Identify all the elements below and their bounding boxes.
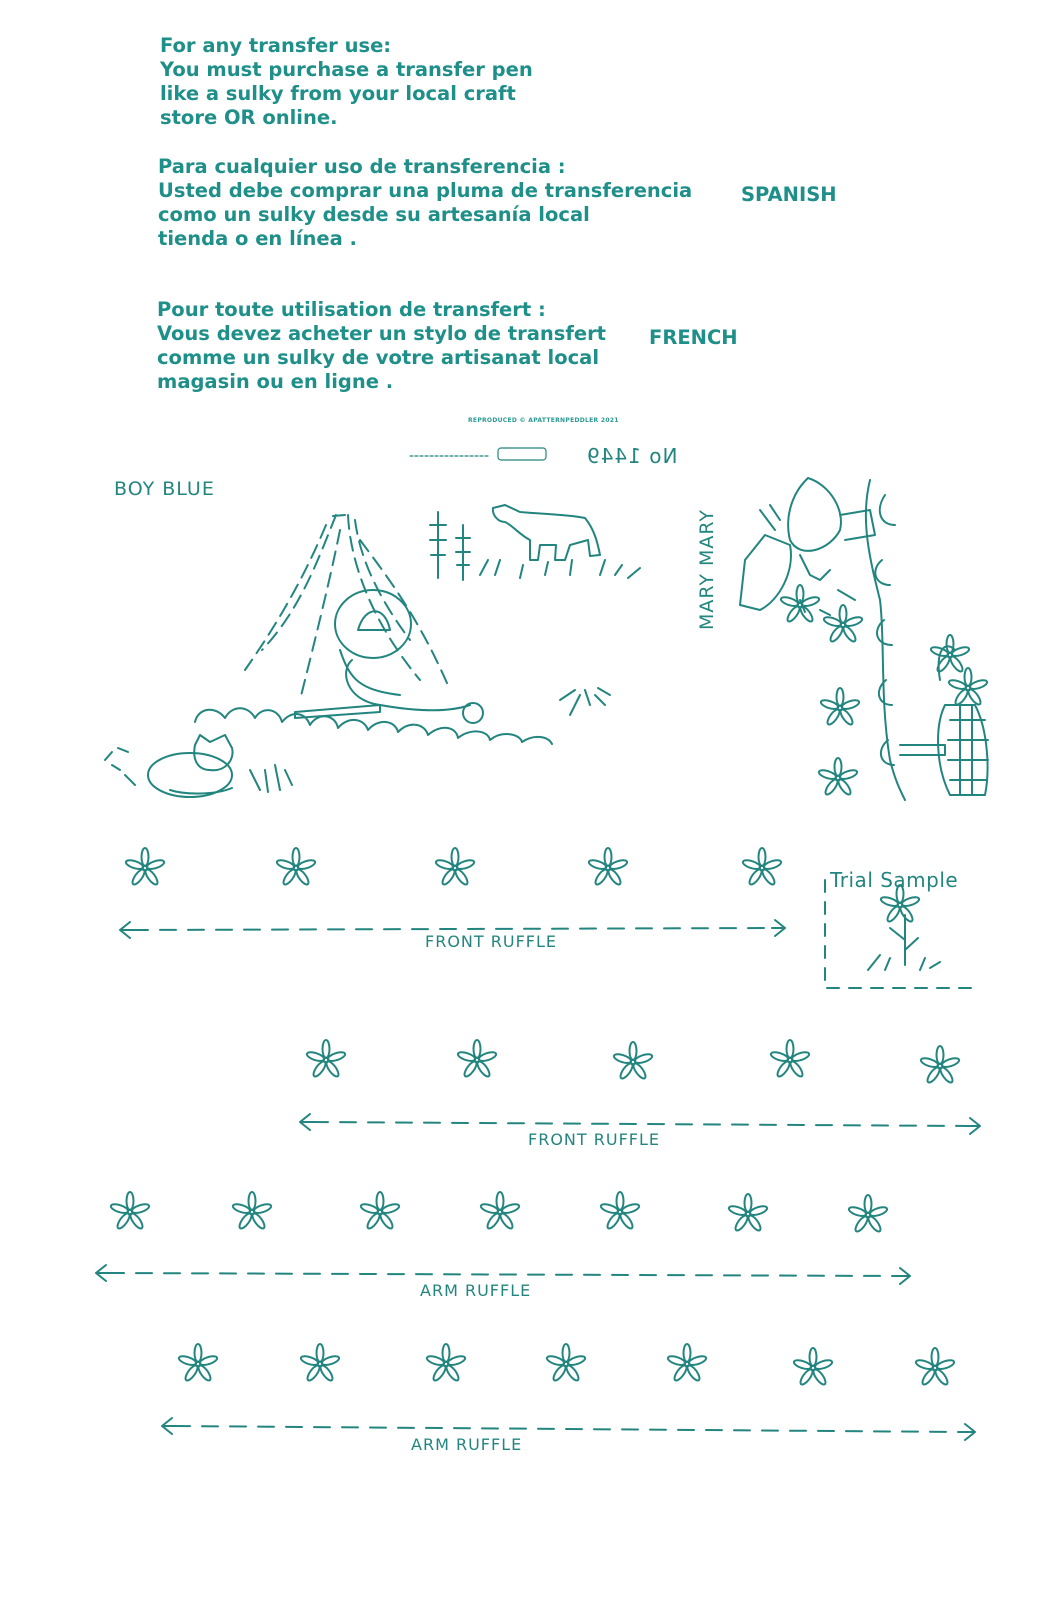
reproduced-note: REPRODUCED © APATTERNPEDDLER 2021 <box>468 417 619 424</box>
spanish-line-3: como un sulky desde su artesanía local <box>158 203 590 226</box>
trial-sample-frame <box>825 880 978 988</box>
maker-stamp <box>410 448 546 460</box>
boy-blue-label: BOY BLUE <box>114 478 215 500</box>
english-line-2: You must purchase a transfer pen <box>160 58 533 81</box>
spanish-label: SPANISH <box>741 183 837 206</box>
front-ruffle-row-1 <box>120 848 785 938</box>
arm-ruffle-label-1: ARM RUFFLE <box>420 1281 532 1300</box>
mary-mary-illustration <box>740 478 988 800</box>
boy-blue-illustration <box>105 515 610 797</box>
front-ruffle-label-2: FRONT RUFFLE <box>528 1130 660 1149</box>
french-line-1: Pour toute utilisation de transfert : <box>157 298 546 321</box>
front-ruffle-label-1: FRONT RUFFLE <box>425 932 557 951</box>
english-line-4: store OR online. <box>160 106 338 129</box>
cow-illustration <box>430 505 640 580</box>
french-label: FRENCH <box>649 326 738 349</box>
french-line-3: comme un sulky de votre artisanat local <box>157 346 600 369</box>
mary-mary-label: MARY MARY <box>696 508 718 630</box>
english-line-1: For any transfer use: <box>160 34 392 57</box>
arm-ruffle-row-1 <box>96 1192 910 1284</box>
spanish-line-2: Usted debe comprar una pluma de transferencia <box>158 179 693 202</box>
french-line-2: Vous devez acheter un stylo de transfert <box>157 322 607 345</box>
arm-ruffle-row-2 <box>162 1344 975 1440</box>
pattern-number: No 1449 <box>586 444 678 468</box>
english-line-3: like a sulky from your local craft <box>160 82 516 105</box>
french-line-4: magasin ou en ligne . <box>157 370 394 393</box>
arm-ruffle-label-2: ARM RUFFLE <box>411 1435 523 1454</box>
front-ruffle-row-2 <box>300 1040 980 1134</box>
spanish-line-1: Para cualquier uso de transferencia : <box>158 155 566 178</box>
mary-mary-flowers <box>780 585 988 923</box>
trial-sample-label: Trial Sample <box>830 868 959 892</box>
spanish-line-4: tienda o en línea . <box>158 227 357 250</box>
